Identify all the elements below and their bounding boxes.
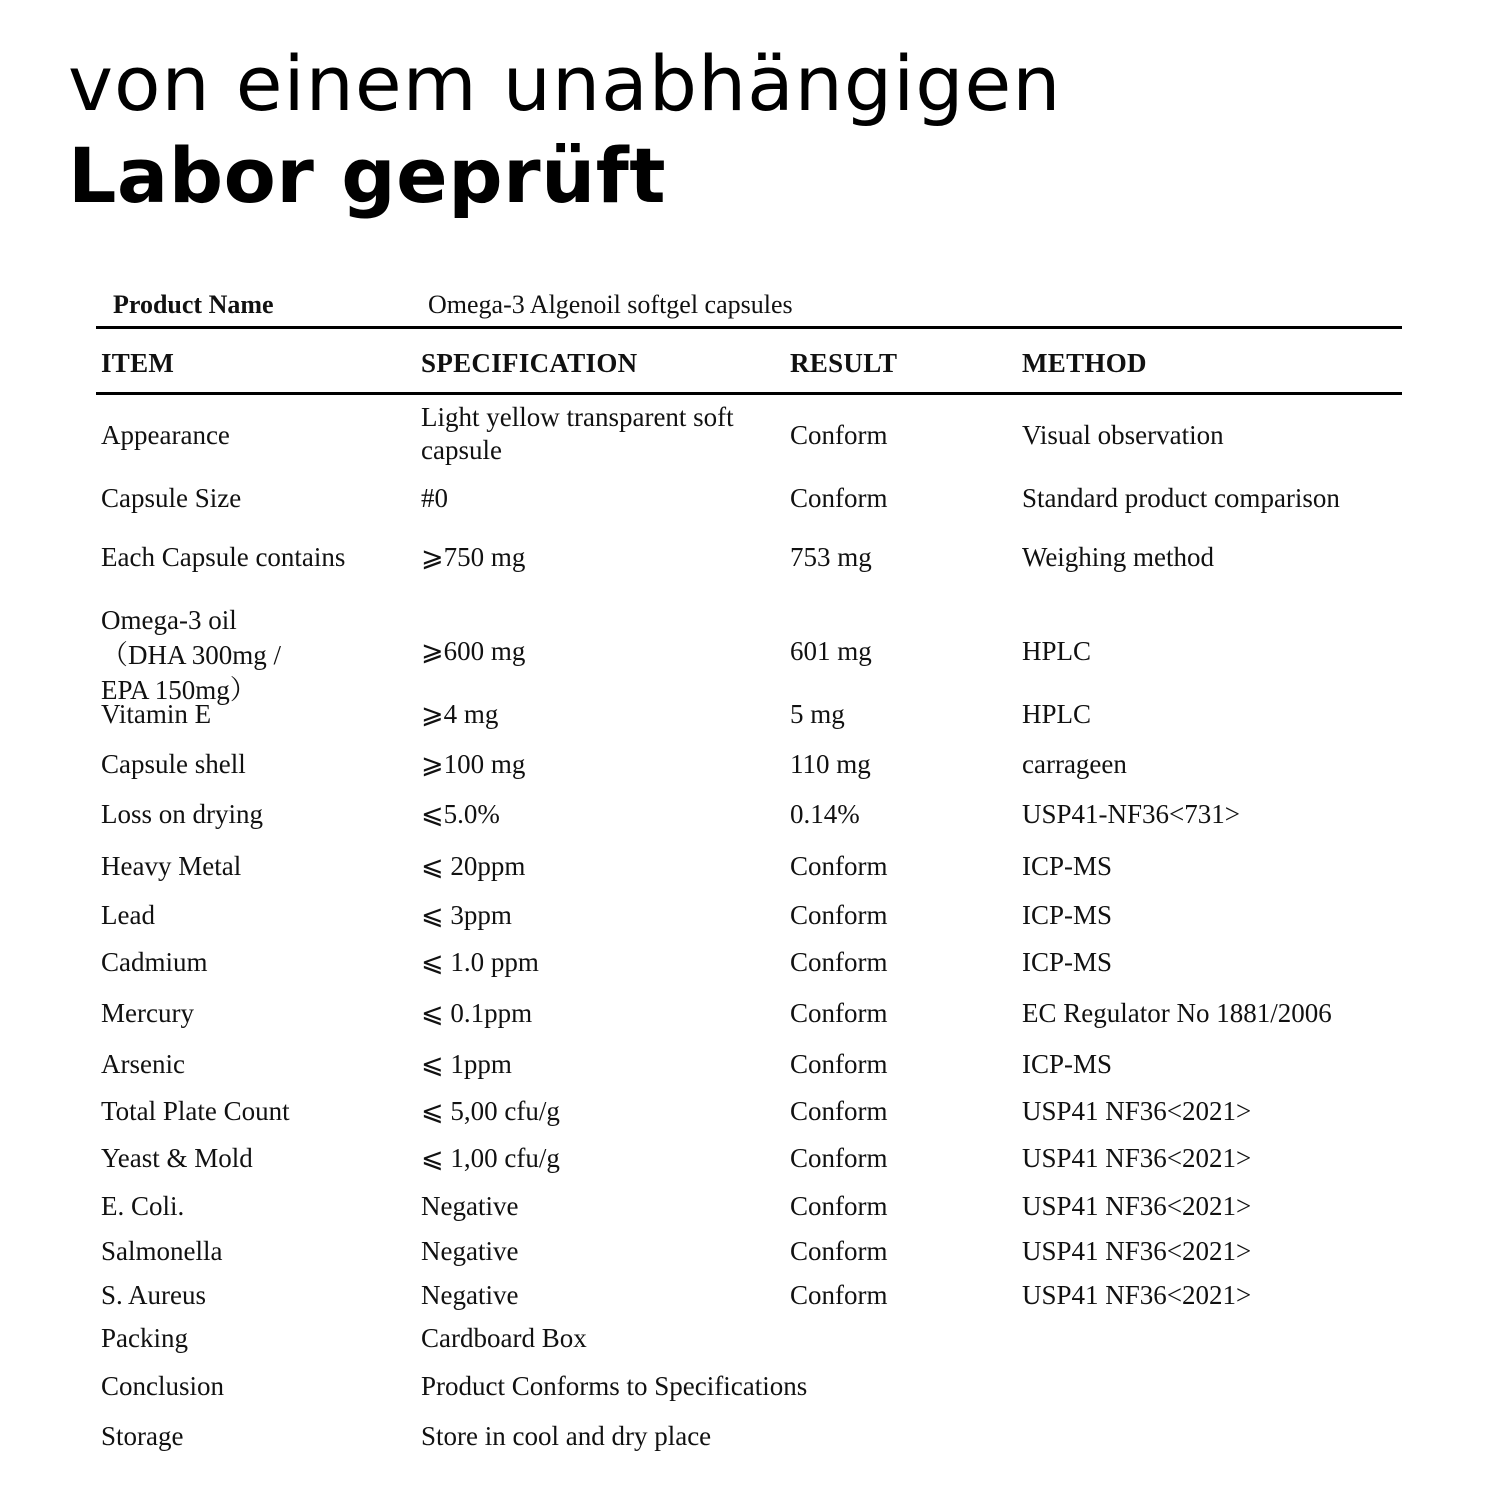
cell-item: S. Aureus — [101, 1280, 207, 1310]
cell-specification: Negative — [421, 1191, 519, 1221]
headline-line-2: Labor geprüft — [68, 131, 667, 220]
table-row — [96, 482, 1402, 522]
cell-specification: Product Conforms to Specifications — [421, 1371, 808, 1401]
page-headline — [68, 38, 1061, 222]
cell-result: 110 mg — [790, 749, 871, 779]
table-row — [96, 541, 1402, 581]
cell-item: Salmonella — [101, 1236, 223, 1266]
cell-method: USP41 NF36<2021> — [1022, 1143, 1252, 1173]
cell-item: Omega-3 oil （DHA 300mg / EPA 150mg） — [101, 605, 282, 705]
cell-method: USP41 NF36<2021> — [1022, 1096, 1252, 1126]
cell-specification: ⩾750 mg — [421, 542, 526, 572]
cell-method: USP41-NF36<731> — [1022, 799, 1240, 829]
cell-result: 0.14% — [790, 799, 860, 829]
cell-method: ICP-MS — [1022, 851, 1113, 881]
cell-specification: Negative — [421, 1280, 519, 1310]
cell-item: Conclusion — [101, 1371, 225, 1401]
cell-result: Conform — [790, 947, 888, 977]
cell-method: HPLC — [1022, 699, 1092, 729]
table-row — [96, 403, 1402, 469]
cell-specification: ⩽ 5,00 cfu/g — [421, 1096, 560, 1126]
product-name-row — [96, 288, 1402, 329]
cell-specification: Cardboard Box — [421, 1323, 587, 1353]
cell-result: Conform — [790, 1191, 888, 1221]
cell-specification: ⩽ 20ppm — [421, 851, 526, 881]
cell-method: Visual observation — [1022, 420, 1224, 450]
cell-specification: Light yellow transparent soft capsule — [421, 402, 734, 465]
table-row — [96, 1279, 1402, 1319]
cell-item: E. Coli. — [101, 1191, 185, 1221]
headline-line-1: von einem unabhängigen — [68, 39, 1062, 128]
cell-result: Conform — [790, 900, 888, 930]
product-name-label: Product Name — [113, 290, 274, 319]
cell-result: Conform — [790, 1096, 888, 1126]
cell-specification: ⩽ 1,00 cfu/g — [421, 1143, 560, 1173]
cell-result: Conform — [790, 1143, 888, 1173]
cell-specification: ⩽ 3ppm — [421, 900, 512, 930]
lab-report-table — [96, 288, 1402, 1451]
cell-specification: Negative — [421, 1236, 519, 1266]
cell-item: Mercury — [101, 998, 194, 1028]
table-row — [96, 850, 1402, 890]
cell-item: Packing — [101, 1323, 188, 1353]
cell-result: Conform — [790, 998, 888, 1028]
cell-item: Heavy Metal — [101, 851, 242, 881]
cell-method: ICP-MS — [1022, 1049, 1113, 1079]
table-row — [96, 899, 1402, 939]
cell-item: Each Capsule contains — [101, 542, 346, 572]
cell-item: Vitamin E — [101, 699, 212, 729]
table-header — [96, 329, 1402, 395]
column-header-result: RESULT — [790, 348, 898, 378]
cell-item: Cadmium — [101, 947, 208, 977]
cell-specification: #0 — [421, 483, 448, 513]
cell-specification: ⩽ 0.1ppm — [421, 998, 533, 1028]
cell-specification: ⩾100 mg — [421, 749, 526, 779]
cell-item: Storage — [101, 1421, 184, 1451]
cell-specification: ⩾600 mg — [421, 636, 526, 666]
table-row — [96, 1142, 1402, 1182]
cell-item: Lead — [101, 900, 155, 930]
table-row — [96, 1235, 1402, 1275]
cell-item: Total Plate Count — [101, 1096, 290, 1126]
table-row — [96, 997, 1402, 1037]
cell-result: Conform — [790, 851, 888, 881]
table-row — [96, 605, 1402, 705]
table-row — [96, 1190, 1402, 1230]
table-row — [96, 1095, 1402, 1135]
cell-item: Appearance — [101, 420, 230, 450]
cell-specification: ⩾4 mg — [421, 699, 499, 729]
cell-specification: ⩽ 1.0 ppm — [421, 947, 539, 977]
table-row — [96, 698, 1402, 738]
cell-result: Conform — [790, 1236, 888, 1266]
cell-result: Conform — [790, 420, 888, 450]
table-row — [96, 1420, 1402, 1460]
cell-item: Yeast & Mold — [101, 1143, 253, 1173]
table-row — [96, 1322, 1402, 1362]
cell-method: USP41 NF36<2021> — [1022, 1280, 1252, 1310]
cell-item: Arsenic — [101, 1049, 185, 1079]
cell-result: 5 mg — [790, 699, 845, 729]
cell-method: ICP-MS — [1022, 947, 1113, 977]
cell-specification: ⩽ 1ppm — [421, 1049, 512, 1079]
cell-method: HPLC — [1022, 636, 1092, 666]
column-header-item: ITEM — [101, 348, 175, 378]
cell-method: USP41 NF36<2021> — [1022, 1236, 1252, 1266]
cell-result: Conform — [790, 1280, 888, 1310]
cell-result: 753 mg — [790, 542, 872, 572]
cell-result: 601 mg — [790, 636, 872, 666]
cell-item: Capsule Size — [101, 483, 242, 513]
table-row — [96, 748, 1402, 788]
cell-specification: Store in cool and dry place — [421, 1421, 712, 1451]
table-row — [96, 798, 1402, 838]
cell-specification: ⩽5.0% — [421, 799, 500, 829]
cell-method: carrageen — [1022, 749, 1127, 779]
cell-method: ICP-MS — [1022, 900, 1113, 930]
cell-result: Conform — [790, 1049, 888, 1079]
cell-method: Weighing method — [1022, 542, 1215, 572]
cell-item: Loss on drying — [101, 799, 263, 829]
product-name-value: Omega-3 Algenoil softgel capsules — [428, 290, 793, 319]
column-header-specification: SPECIFICATION — [421, 348, 638, 378]
table-row — [96, 1048, 1402, 1088]
table-row — [96, 946, 1402, 986]
cell-result: Conform — [790, 483, 888, 513]
cell-method: Standard product comparison — [1022, 483, 1340, 513]
cell-method: USP41 NF36<2021> — [1022, 1191, 1252, 1221]
column-header-method: METHOD — [1022, 348, 1147, 378]
cell-item: Capsule shell — [101, 749, 246, 779]
cell-method: EC Regulator No 1881/2006 — [1022, 998, 1332, 1028]
table-row — [96, 1370, 1402, 1410]
